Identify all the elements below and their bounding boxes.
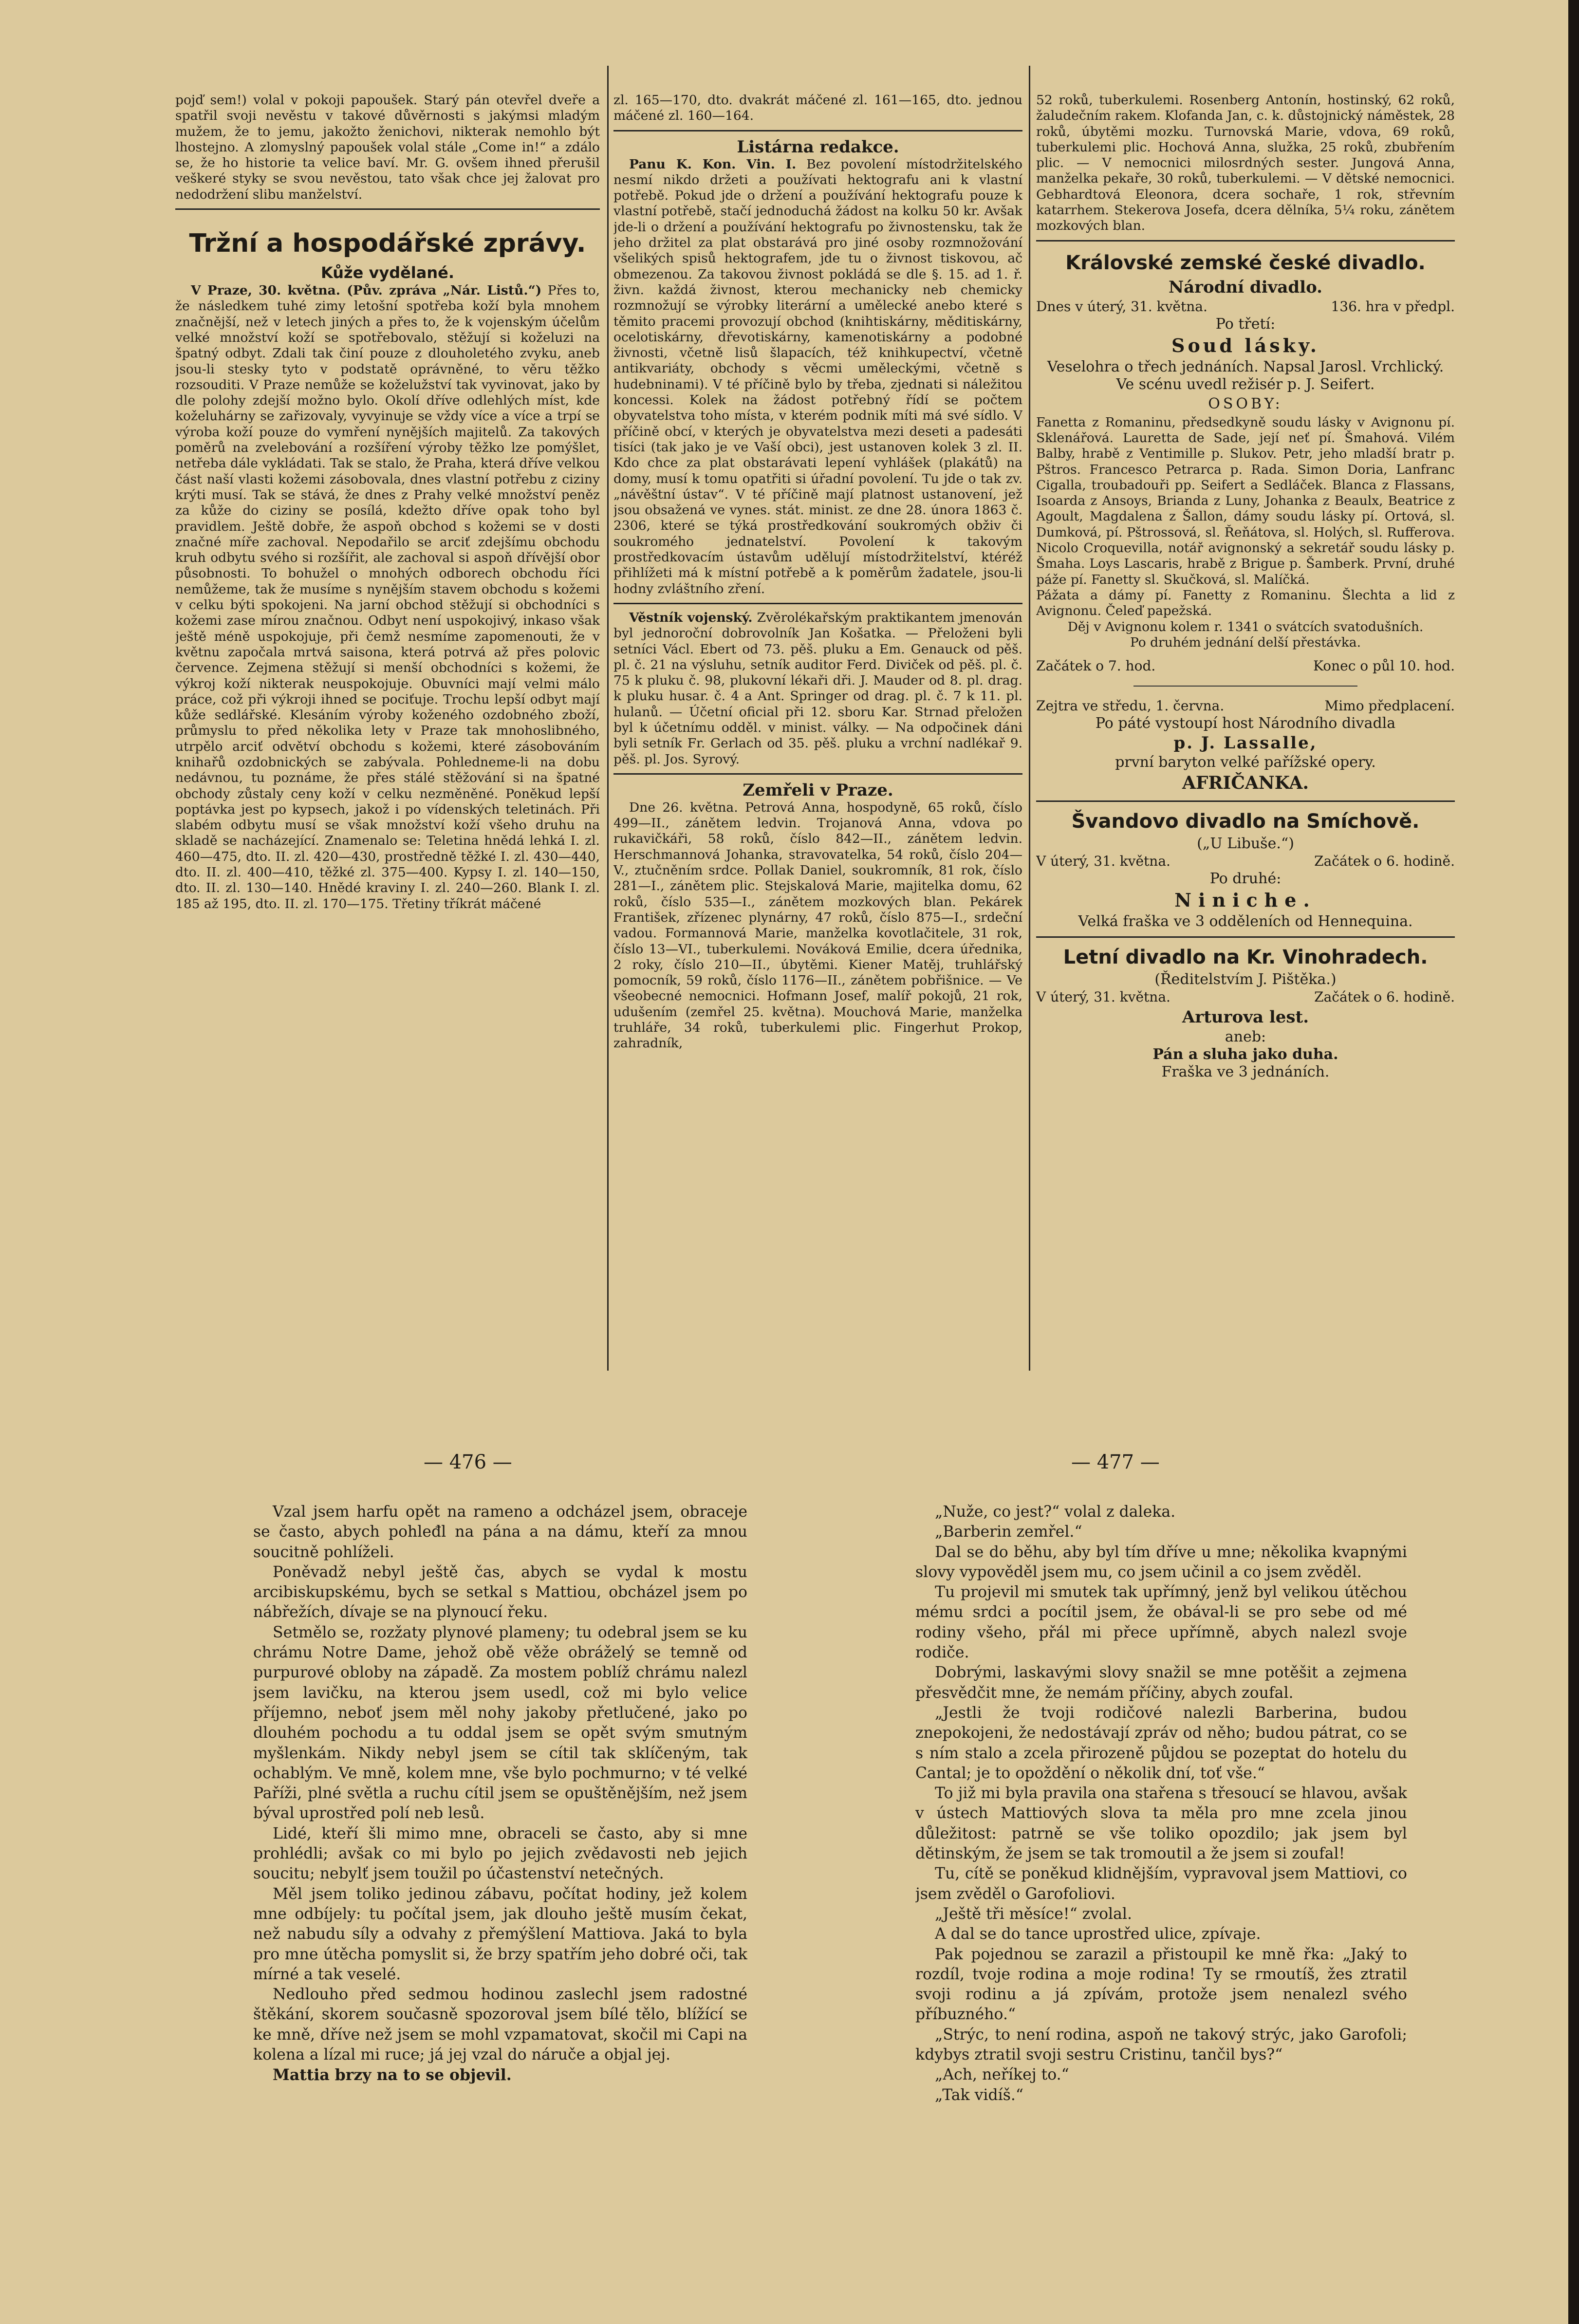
- divider: [1133, 686, 1357, 687]
- novel-paragraph: „Barberin zemřel.“: [935, 1523, 1082, 1541]
- vestnik-text: Věstník vojenský. Zvěrolékařským praktikantem jmenován byl jednoroční dobrovolník Jan Košatka. — Přeloženi byli setníci Václ. Ebert od 73. pěš. pluku a Em. Genauck od pěš. pl. č. 21 na výsluhu, setník auditor Ferd. Diviček od pěš. pl. č. 75 k pluku č. 98, plukovní lékaři dři. J. Mauder od 8. pl. drag. k pluku husar. č. 4 a Ant. Springer od drag. pl. č. 7 k 11. pl. hulanů. — Účetní oficial při 12. sboru Kar. Strnad přeložen byl k účetnímu odděl. v minist. války. — Na odpočinek dáni byli setník Fr. Gerlach od 35. pěš. pluku a vrchní nadlékař 9. pěš. pl. Jos. Syrový.: [613, 610, 1022, 767]
- play-alt-label: aneb:: [1225, 1028, 1266, 1046]
- divider: [1036, 936, 1455, 938]
- play-title: Arturova lest.: [1182, 1007, 1309, 1027]
- zemreli-text: Dne 26. května. Petrová Anna, hospodyně, 65 roků, číslo 499—II., zánětem ledvin. Trojanová Anna, vdova po rukavičkáři, 58 roků, číslo 842—II., zánětem ledvin. Herschmannová Johanka, stravovatelka, 54 roků, číslo 204—V., ztučněním srdce. Pollak Daniel, soukromník, 81 rok, číslo 281—I., zánětem plic. Stejskalová Marie, majitelka domu, 62 roků, číslo 535—I., zánětem mozkových blan. Pekárek František, zřízenec plynárny, 47 roků, číslo 875—I., srdeční vadou. Formannová Marie, manželka kovotlačitele, 31 rok, číslo 13—VI., tuberkulemi. Nováková Emilie, dcera úřednika, 2 roky, číslo 210—II., úbytěmi. Kiener Matěj, truhlářský pomocník, 59 roků, číslo 1176—II., zánětem pobřišnice. — Ve všeobecné nemocnici. Hofmann Josef, malíř pokojů, 21 rok, udušením (zemřel 25. května). Mouchová Marie, manželka truhláře, 34 roků, tuberkulemi plic. Fingerhut Prokop, zahradník,: [613, 799, 1022, 1051]
- novel-paragraph: Pak pojednou se zarazil a přistoupil ke mně řka: „Jaký to rozdíl, tvoje rodina a moje rodina! Ty se rmoutíš, žes ztratil svoji rodinu a já zpívám, protože jsem nenalezl svého příbuzného.“: [915, 1945, 1407, 2024]
- play-setting: Děj v Avignonu kolem r. 1341 o svátcích svatodušních.: [1067, 619, 1424, 634]
- novel-paragraph: To již mi byla pravila ona stařena s třesoucí se hlavou, avšak v ústech Mattiových slova ta měla pro mne zcela jinou důležitost: patrně se vše toliko opozdilo; jak jsem byl dětinským, že jsem se tak tromoutil a že jsem si zoufal!: [915, 1785, 1407, 1863]
- theater-2-title: Švandovo divadlo na Smíchově.: [1071, 810, 1420, 833]
- dateline: V Praze, 30. května. (Pův. zpráva „Nár. Listů.“): [191, 283, 542, 298]
- theater-1-date-row: Dnes v úterý, 31. května. 136. hra v předpl.: [1036, 298, 1455, 315]
- divider: [175, 208, 600, 210]
- play-genre: Fraška ve 3 jednáních.: [1161, 1063, 1330, 1081]
- theater-3-title: Letní divadlo na Kr. Vinohradech.: [1063, 946, 1428, 969]
- novel-paragraph: „Strýc, to není rodina, aspoň ne takový strýc, jako Garofoli; kdybys ztratil svoji sestru Cristinu, tančil bys?“: [915, 2026, 1407, 2064]
- article-intro-text: pojď sem!) volal v pokoji papoušek. Starý pán otevřel dveře a spatřil svoji nevěstu v takové důvěrnosti s jakýmsi mladým mužem, že to jemu, jakožto ženichovi, nikterak nemohlo být lhostejno. A zlomyslný papoušek volal stále „Come in!“ a zdálo se, že ho historie ta velice baví. Mr. G. ovšem ihned přerušil veškeré styky se svou nevěstou, tato však chce jej žalovat pro nedodržení slibu manželství.: [175, 93, 600, 202]
- page-number-right: — 477 —: [1071, 1451, 1160, 1473]
- novel-paragraph: „Ach, neříkej to.“: [935, 2066, 1069, 2084]
- performance-count: Po třetí:: [1215, 315, 1276, 333]
- guest-role: první baryton velké pařížské opery.: [1115, 754, 1376, 771]
- theater-1-times: Začátek o 7. hod. Konec o půl 10. hod.: [1036, 658, 1455, 674]
- opera-title: AFRIČANKA.: [1182, 773, 1309, 794]
- theater-1-subtitle: Národní divadlo.: [1168, 277, 1323, 297]
- section-title: Tržní a hospodářské zprávy.: [189, 229, 586, 259]
- divider: [613, 773, 1022, 775]
- novel-paragraph: Setmělo se, rozžaty plynové plameny; tu odebral jsem se ku chrámu Notre Dame, jehož obě věže obráželý se temně od purpurové obloby na západě. Za mostem poblíž chrámu nalezl jsem lavičku, na kterou jsem usedl, což mi bylo velice příjemno, neboť jsem měl nohy jakoby přetlučené, jako po dlouhém pochodu a tu oddal jsem se opět svým smutným myšlenkám. Nikdy nebyl jsem se cítil tak sklíčeným, tak ochablým. Ve mně, kolem mne, vše bylo pochmurno; v té velké Paříži, plné světla a ruchu cítil jsem se opuštěnějším, než jsem býval uprostřed polí neb lesů.: [253, 1623, 747, 1822]
- novel-left-column: [253, 1502, 747, 2184]
- column-rule: [1029, 66, 1030, 1371]
- theater-2-date-row: V úterý, 31. května. Začátek o 6. hodině.: [1036, 853, 1455, 870]
- novel-paragraph: „Nuže, co jest?“ volal z daleka.: [935, 1503, 1176, 1521]
- novel-paragraph: „Ještě tři měsíce!“ zvolal.: [935, 1905, 1132, 1923]
- cast-extra: Pážata a dámy pí. Fanetty z Romaninu. Šlechta a lid z Avignonu. Čeleď papežská.: [1036, 587, 1455, 619]
- novel-paragraph: Nedlouho před sedmou hodinou zaslechl jsem radostné štěkání, skorem současně spozoroval jsem bílé tělo, blížící se ke mně, dříve než jsem se mohl vzpamatovat, skočil mi Capi na kolena a lízal mi ruce; já jej vzal do náruče a objal jej.: [253, 1986, 747, 2064]
- novel-paragraph: Mattia brzy na to se objevil.: [273, 2066, 512, 2084]
- divider: [613, 603, 1022, 604]
- novel-paragraph: Lidé, kteří šli mimo mne, obraceli se často, aby si mne prohlédli; avšak co mi bylo po jejich zvědavosti neb jejich soucitu; nebylť jsem toužil po účastenství netečných.: [253, 1824, 747, 1883]
- theater-3-date-row: V úterý, 31. května. Začátek o 6. hodině.: [1036, 989, 1455, 1005]
- performance-count: Po druhé:: [1209, 870, 1282, 888]
- theater-3-subtitle: (Ředitelstvím J. Pištěka.): [1154, 971, 1337, 988]
- novel-left-paragraphs: [253, 1502, 747, 2085]
- divider: [613, 130, 1022, 131]
- play-alt-title: Pán a sluha jako duha.: [1152, 1046, 1338, 1063]
- play-title: Niniche.: [1174, 889, 1317, 911]
- price-list-continued: zl. 165—170, dto. dvakrát máčené zl. 161—165, dto. jednou máčené zl. 160—164.: [613, 93, 1022, 124]
- listarna-title: Listárna redakce.: [737, 137, 899, 157]
- divider: [1036, 800, 1455, 802]
- novel-paragraph: Tu, cítě se poněkud klidnějším, vypravoval jsem Mattiovi, co jsem zvěděl o Garofoliovi.: [915, 1865, 1407, 1903]
- theater-1-tomorrow-row: Zejtra ve středu, 1. června. Mimo předplacení.: [1036, 698, 1455, 714]
- scan-edge: [1568, 0, 1579, 2324]
- novel-paragraph: Vzal jsem harfu opět na rameno a odcházel jsem, obraceje se často, abych pohleđl na pána a na dámu, kteří za mnou soucitně pohlíželi.: [253, 1503, 747, 1561]
- cast-heading: OSOBY:: [1208, 395, 1283, 412]
- novel-right-column: [915, 1502, 1407, 2184]
- column-rule: [607, 66, 609, 1371]
- cast-list: Fanetta z Romaninu, předsedkyně soudu lásky v Avignonu pí. Sklenářová. Lauretta de Sade, její neť pí. Šmahová. Vilém Balby, hrabě z Ventimille p. Slukov. Petr, jeho mladší bratr p. Pštros. Francesco Petrarca p. Rada. Simon Doria, Lanfranc Cigalla, troubadouři pp. Seifert a Sedláček. Blanca z Flassans, Isoarda z Ansoys, Brianda z Luny, Johanka z Beaulx, Beatrice z Agoult, Magdalena z Šallon, dámy soudu lásky pí. Ortová, sl. Dumková, pí. Pštrossová, sl. Řeňátova, sl. Holých, sl. Rufferova. Nicolo Croquevilla, notář avignonský a sekretář soudu lásky p. Šmaha. Loys Lascaris, hrabě z Brigue p. Šamberk. První, druhé páže pí. Fanetty sl. Skučková, sl. Malíčká.: [1036, 414, 1455, 587]
- novel-paragraph: Dal se do běhu, aby byl tím dříve u mne; několika kvapnými slovy vypověděl jsem mu, co jsem učinil a co jsem zvěděl.: [915, 1543, 1407, 1581]
- page-number-left: — 476 —: [424, 1451, 512, 1473]
- guest-note: Po páté vystoupí host Národního divadla: [1095, 715, 1396, 732]
- column-1: [175, 93, 600, 1388]
- play-genre: Veselohra o třech jednáních. Napsal Jarosl. Vrchlický. Ve scénu uvedl režisér p. J. Seifert.: [1047, 358, 1444, 393]
- column-3: [1036, 93, 1455, 1388]
- article-text: V Praze, 30. května. (Pův. zpráva „Nár. Listů.“) Přes to, že následkem tuhé zimy letošní spotřeba koží byla mnohem značnější, než v letech jiných a přes to, že k vojenským účelům velké množství koží se spotřebovalo, stěžují si koželuzi na špatný odbyt. Zdali tak činí pouze z dlouholetého zvyku, aneb jsou-li stesky tyto v podstatě oprávněné, to věru těžko rozsouditi. V Praze nemůže se koželužství tak vyvinovat, jako by dle polohy zdejší možno bylo. Okolí dříve odlehlých míst, kde koželuhárny se zařizovaly, vyvyinuje se vždy více a více a trpí se výroba koží pouze do vymření nynějších majitelů. Za takových poměrů na zvelebování a rozšíření výroby těžko lze pomýšlet, netřeba dále vykládati. Tak se stalo, že Praha, která dříve velkou část naší vlasti kožemi zásobovala, dnes vlastní potřebu z ciziny krýti musí. Tak se stává, že dnes z Prahy velké množství peněz za kůže do ciziny se posílá, kdežto dříve opak toho byl pravidlem. Ještě dobře, že aspoň obchod s kožemi se v dosti značné míře zachoval. Nepodařilo se arciť zdejšímu obchodu kruh odbytu svého si rozšířit, ale zachoval si aspoň dřívější obor působnosti. To bohužel o mnohých odborech obchodu říci nemůžeme, tak že musíme s nynějším stavem obchodu s kožemi v celku býti spokojeni. Na jarní obchod stěžují si obchodníci s kožemi zase mírou značnou. Odbyt není uspokojivý, inkaso však ještě méně uspokojuje, při čemž nesmíme zapomenouti, že v květnu započala mrtvá saisona, která potrvá až přes polovic července. Zejmena stěžují si menší obchodníci s kožemi, že výkroj koží nikterak neuspokojuje. Obuvníci mají velmi málo práce, což při výkroji ihned se pociťuje. Trochu lepší odbyt mají kůže sedlářské. Klesáním výroby koženého ozdobného zboží, průmyslu to před několika lety v Praze tak mnohoslibného, utrpělo arciť odvětví obchodu s kožemi, které zásobováním knihařů ozdobnických se zabývala. Pohledneme-li na dobu nedávnou, tu poznáme, že přes stálé stěžování si na špatné obchody zůstaly ceny koží v celku nezměněné. Poněkud lepší poptávka jest po kypsech, jakož i po vídenských teletinách. Při slabém odbytu musí se však množství koží všeho druhu na skladě se nacházející. Znamenalo se: Teletina hnědá lehká I. zl. 460—475, dto. II. zl. 420—430, prostředně těžké I. zl. 430—440, dto. II. zl. 400—410, těžké zl. 375—400. Kypsy I. zl. 140—150, dto. II. zl. 130—140. Hnědé kraviny I. zl. 240—260. Blank I. zl. 185 až 195, dto. II. zl. 170—175. Třetiny tříkrát máčené: [175, 283, 600, 911]
- section-subtitle: Kůže vydělané.: [320, 263, 454, 282]
- column-2: [613, 93, 1022, 1388]
- novel-paragraph: „Jestli že tvoji rodičové nalezli Barberina, budou znepokojeni, že nedostávají zpráv od něho; budou pátrat, co se s ním stalo a zcela přirozeně půjdou se pozeptat do hotelu du Cantal; je to opoždění o několik dní, toť vše.“: [915, 1704, 1407, 1782]
- novel-paragraph: Poněvadž nebyl ještě čas, abych se vydal k mostu arcibiskupskému, bych se setkal s Mattiou, obcházel jsem po nábřežích, dívaje se na plynoucí řeku.: [253, 1563, 747, 1621]
- theater-2-subtitle: („U Libuše.“): [1197, 835, 1294, 853]
- novel-paragraph: Měl jsem toliko jedinou zábavu, počítat hodiny, jež kolem mne odbíjely: tu počítal jsem, jak dlouho ještě musím čekat, než nabudu síly a odvahy z přemýšlení Mattiova. Jaká to byla pro mne útěcha pomyslit si, že brzy spatřím jeho dobré oči, tak mírné a tak veselé.: [253, 1885, 747, 1983]
- intermission-note: Po druhém jednání delší přestávka.: [1130, 634, 1361, 650]
- theater-1-title: Královské zemské české divadlo.: [1065, 251, 1426, 274]
- play-title: Soud lásky.: [1171, 334, 1319, 356]
- play-genre: Velká fraška ve 3 odděleních od Hennequina.: [1078, 913, 1413, 930]
- novel-paragraph: „Tak vidíš.“: [935, 2086, 1024, 2104]
- listarna-text: Panu K. Kon. Vin. I. Bez povolení místodržitelského nesmí nikdo držeti a používati hektografu ani k vlastní potřebě. Pokud jde o držení a používání hektografu pouze k vlastní potřebě, stačí jednoduchá žádost na kolku 50 kr. Avšak jde-li o držení a používání hektografu po živnostensku, tak že jeho držitel za plat obstarává pro jiné osoby rozmnožování všelikých spisů hektografem, jde tu o živnost tiskovou, ač obmezenou. Za takovou živnost pokládá se dle §. 15. ad 1. ř. živn. každá živnost, kterou mechanicky neb chemicky rozmnožují se výrobky literární a umělecké anebo které s těmito pracemi provozují obchod (knihtiskárny, měditiskárny, ocelotiskárny, dřevotiskárny, kamenotiskárny a podobné živnosti, včetně lisů šlapacích, též knihkupectví, včetně antikvariáty, obchody s věcmi uměleckými, včetně s hudebninami). V té příčině bylo by třeba, zjednati si náležitou koncessi. Kolek na žádost potřebný řídí se počtem obyvatelstva toho místa, v kterém podnik míti má své sídlo. V příčině obcí, v kterých je obyvatelstva mezi deseti a padesáti tisíci (tak jako je ve Vaší obci), jest ustanoven kolek 3 zl. II. Kdo chce za plat obstarávati lepení vyhlášek (plakátů) na domy, musí k tomu opatřiti si úřadní povolení. Tu jde o tak zv. „návěštní ústav“. V té příčině mají platnost ustanovení, jež jsou obsažená ve vynes. stát. minist. ze dne 28. února 1863 č. 2306, které se týká prostředkování soukromých obživ či soukromého jednatelství. Povolení k takovým prostředkovacím ústavům udělují místodržitelství, ktéréž přihlížeti má k místní potřebě a k poměrům žadatele, jsou-li hodny zvláštního zření.: [613, 156, 1022, 596]
- deaths-continued: 52 roků, tuberkulemi. Rosenberg Antonín, hostinský, 62 roků, žaludečním rakem. Klofanda Jan, c. k. důstojnický náměstek, 28 roků, úbytěmi mozku. Turnovská Marie, vdova, 69 roků, tuberkulemi plic. Hochová Anna, služka, 25 roků, zbubřením plic. — V nemocnici milosrdných sester. Jungová Anna, manželka pekaře, 30 roků, tuberkulemi. — V dětské nemocnici. Gebhardtová Eleonora, dcera sochaře, 1 rok, střevním katarrhem. Stekerova Josefa, dcera dělníka, 5¼ roku, zánětem mozkových blan.: [1036, 93, 1455, 234]
- novel-paragraph: Dobrými, laskavými slovy snažil se mne potěšit a zejmena přesvědčit mne, že nemám příčiny, abych zoufal.: [915, 1664, 1407, 1702]
- divider: [1036, 240, 1455, 242]
- zemreli-title: Zemřeli v Praze.: [743, 780, 893, 800]
- novel-right-paragraphs: [915, 1502, 1407, 2105]
- novel-paragraph: Tu projevil mi smutek tak upřímný, jenž byl velikou útěchou mému srdci a pocítil jsem, že obával-li se pro sebe od mé rodiny všeho, přál mi přece upřímně, abych nalezl svoje rodiče.: [915, 1583, 1407, 1662]
- novel-paragraph: A dal se do tance uprostřed ulice, zpívaje.: [935, 1925, 1261, 1943]
- guest-name: p. J. Lassalle,: [1173, 733, 1318, 753]
